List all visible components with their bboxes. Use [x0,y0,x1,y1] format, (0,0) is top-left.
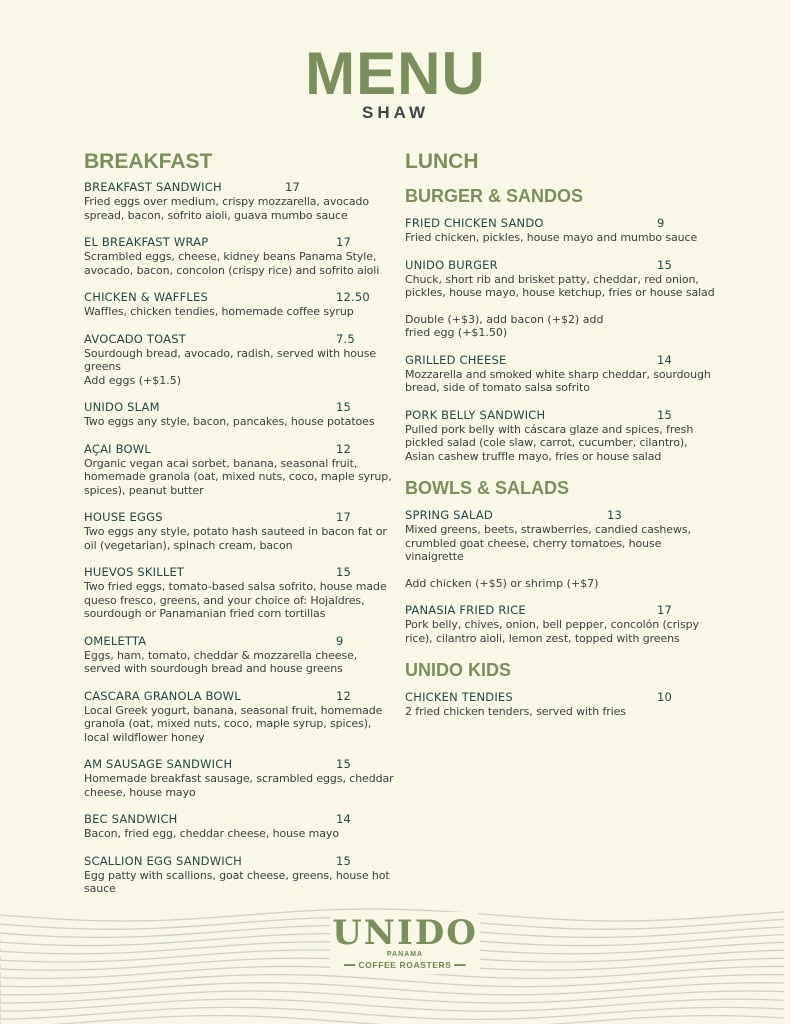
menu-item-header [84,235,394,250]
menu-item-description: Waffles, chicken tendies, homemade coffee syrup [84,305,354,318]
menu-item [84,235,394,277]
menu-item-description: Homemade breakfast sausage, scrambled eggs, cheddar cheese, house mayo [84,772,394,799]
menu-item-price: 15 [657,257,673,272]
logo-wordmark: UNIDO [332,913,478,953]
menu-item-price: 12.50 [336,290,370,304]
logo-tagline [330,960,480,971]
lunch-title: LUNCH [405,150,479,173]
lunch-column [405,150,715,732]
menu-item-name: AVOCADO TOAST [84,331,186,346]
menu-item-name: SCALLION EGG SANDWICH [84,853,242,868]
menu-item [84,854,394,896]
menu-item [84,400,394,429]
kids-title: UNIDO KIDS [405,660,512,680]
menu-item-header [84,510,394,525]
menu-item-description: Organic vegan acai sorbet, banana, seasonal fruit, homemade granola (oat, mixed nuts, coco, maple syrup, spices), peanut butter [84,456,392,497]
menu-item-description: Two eggs any style, bacon, pancakes, house potatoes [84,415,375,428]
menu-item-description: 2 fried chicken tenders, served with fries [405,705,626,718]
menu-item-price: 17 [657,603,673,617]
menu-item-price: 7.5 [336,331,355,346]
menu-item-price: 15 [336,757,352,771]
menu-item-name: CHICKEN TENDIES [405,690,513,704]
burgers-title: BURGER & SANDOS [405,186,584,206]
menu-item-price: 15 [336,400,352,414]
menu-item-description: Pulled pork belly with cáscara glaze and spices, fresh pickled salad (cole slaw, carrot, cucumber, cilantro), Asian cashew truffle mayo, fries or house salad [405,422,694,463]
menu-item-price: 14 [336,812,352,826]
menu-item-description: Bacon, fried egg, cheddar cheese, house mayo [84,827,339,840]
unido-logo [330,912,480,974]
menu-item-name: UNIDO BURGER [405,257,498,272]
menu-item-header [405,353,715,368]
menu-item-name: FRIED CHICKEN SANDO [405,216,544,230]
menu-item-price: 17 [285,180,301,194]
menu-item-description: Pork belly, chives, onion, bell pepper, concolón (crispy rice), cilantro aioli, lemon zest, topped with greens [405,618,699,645]
menu-item-name: CHICKEN & WAFFLES [84,290,208,304]
menu-item-name: BREAKFAST SANDWICH [84,180,222,194]
menu-item-description: Fried eggs over medium, crispy mozzarella, avocado spread, bacon, sofrito aioli, guava mumbo sauce [84,195,369,222]
logo-dash-right: ━━ [451,960,466,970]
menu-item-header [405,603,715,618]
menu-item-header [84,812,394,827]
bowls-list [405,508,715,564]
menu-item-header [405,690,715,705]
wave-line [0,983,784,995]
menu-item [84,180,394,222]
menu-item-description: Scrambled eggs, cheese, kidney beans Panama Style, avocado, bacon, concolon (crispy rice) and sofrito aioli [84,250,380,277]
menu-item-name: PANASIA FRIED RICE [405,603,526,617]
menu-item-price: 12 [336,441,352,456]
menu-item-header [405,258,715,273]
menu-item-price: 17 [336,235,352,249]
menu-item-price: 15 [657,407,673,422]
menu-item-addon: Add eggs (+$1.5) [84,373,182,387]
menu-item-description: Two fried eggs, tomato-based salsa sofrito, house made queso fresco, greens, and your choice of: Hojaldres, sourdough or Panamanian fried corn tortillas [84,580,387,620]
menu-item-header [405,216,715,231]
menu-item-header [84,634,394,649]
bowls-note: Add chicken (+$5) or shrimp (+$7) [405,576,599,590]
bowls-list-2 [405,603,715,645]
menu-item [405,216,715,245]
menu-item-header [84,332,394,347]
menu-item-name: HOUSE EGGS [84,510,163,524]
menu-item-header [84,400,394,415]
menu-item [405,690,715,719]
wave-line [0,1007,784,1019]
menu-item-header [84,689,394,704]
menu-item-price: 15 [336,853,352,868]
menu-item-name: BEC SANDWICH [84,812,178,826]
menu-item-name: OMELETTA [84,633,147,648]
menu-item [84,510,394,552]
menu-item [84,332,394,388]
menu-item-name: PORK BELLY SANDWICH [405,407,546,422]
menu-item-description: Eggs, ham, tomato, cheddar & mozzarella cheese, served with sourdough bread and house greens [84,648,358,675]
menu-item [405,408,715,464]
menu-item-description: Local Greek yogurt, banana, seasonal fruit, homemade granola (oat, mixed nuts, coco, maple syrup, spices), local wildflower honey [84,703,383,744]
burgers-list-2 [405,353,715,464]
menu-item [84,812,394,841]
menu-item-header [84,180,394,195]
menu-item-description: Mixed greens, beets, strawberries, candied cashews, crumbled goat cheese, cherry tomatoes, house vinaigrette [405,523,691,563]
menu-item-header [84,442,394,457]
burgers-list [405,216,715,300]
logo-dash-left: ━━ [344,960,359,970]
menu-item [84,442,394,498]
menu-item-header [405,408,715,423]
breakfast-title: BREAKFAST [84,150,213,173]
burgers-note: Double (+$3), add bacon (+$2) add fried egg (+$1.50) [405,312,604,339]
menu-item-name: HUEVOS SKILLET [84,565,185,579]
menu-item [84,689,394,745]
menu-item-name: GRILLED CHEESE [405,352,507,367]
logo-location: PANAMA [386,951,424,958]
menu-item [405,508,715,564]
menu-item-price: 15 [336,565,352,579]
breakfast-list [84,180,394,896]
menu-item [84,634,394,676]
page-title: MENU [305,40,486,107]
menu-item-name: AM SAUSAGE SANDWICH [84,757,233,771]
bowls-title: BOWLS & SALADS [405,478,569,498]
menu-item-description: Sourdough bread, avocado, radish, served with house greens [84,346,377,373]
menu-item-description: Two eggs any style, potato hash sauteed in bacon fat or oil (vegetarian), spinach cream, bacon [84,525,387,552]
menu-item-price: 12 [336,688,352,703]
menu-item-description: Chuck, short rib and brisket patty, cheddar, red onion, pickles, house mayo, house ketchup, fries or house salad [405,272,715,299]
menu-item-name: EL BREAKFAST WRAP [84,235,209,249]
menu-item [84,290,394,319]
menu-item-name: UNIDO SLAM [84,400,160,414]
menu-item-name: SPRING SALAD [405,508,493,522]
menu-item-header [84,757,394,772]
kids-list [405,690,715,719]
menu-item-header [84,565,394,580]
menu-item [405,258,715,300]
menu-item-price: 9 [336,633,344,648]
menu-item-description: Egg patty with scallions, goat cheese, greens, house hot sauce [84,868,390,895]
menu-item [84,565,394,621]
menu-item-name: AÇAI BOWL [84,441,151,456]
logo-tagline-text: COFFEE ROASTERS [358,960,452,970]
menu-item [84,757,394,799]
menu-item-price: 9 [657,216,665,230]
menu-item-price: 13 [607,508,623,522]
menu-item [405,603,715,645]
breakfast-column [84,150,394,909]
menu-item-name: CASCARA GRANOLA BOWL [84,688,241,703]
menu-item-price: 17 [336,510,352,524]
menu-item-header [84,854,394,869]
menu-item-price: 14 [657,352,673,367]
menu-item-description: Mozzarella and smoked white sharp cheddar, sourdough bread, side of tomato salsa sofrito [405,367,711,394]
menu-item-header [405,508,715,523]
page-subtitle: SHAW [362,103,429,122]
menu-item-header [84,290,394,305]
menu-item-price: 10 [657,690,673,704]
menu-item [405,353,715,395]
menu-item-description: Fried chicken, pickles, house mayo and mumbo sauce [405,231,698,244]
